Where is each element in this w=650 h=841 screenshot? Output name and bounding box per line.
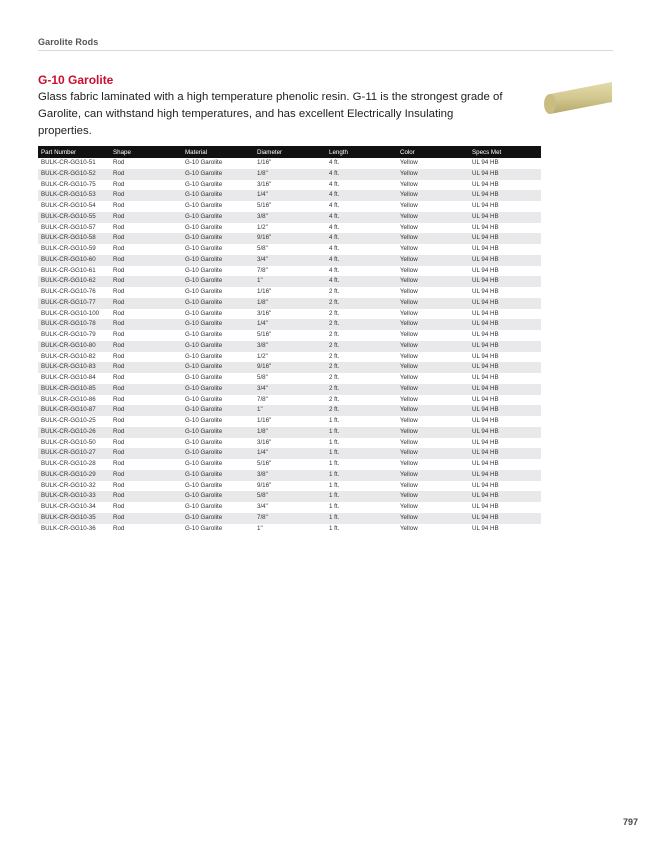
color-cell: Yellow <box>400 374 418 381</box>
specs-met-cell: UL 94 HB <box>472 288 499 295</box>
table-row <box>38 524 541 535</box>
color-cell: Yellow <box>400 202 418 209</box>
material-cell: G-10 Garolite <box>182 448 254 459</box>
column-header-material: Material <box>182 146 254 158</box>
part-number-cell: BULK-CR-GG10-36 <box>41 524 96 532</box>
table-row <box>38 481 541 492</box>
material-cell: G-10 Garolite <box>185 395 223 403</box>
length-cell: 4 ft. <box>326 212 397 223</box>
column-header-part-number: Part Number <box>38 146 110 158</box>
shape-cell: Rod <box>110 341 182 352</box>
shape-cell: Rod <box>113 481 125 489</box>
part-number-cell: BULK-CR-GG10-52 <box>38 169 110 180</box>
length-cell: 2 ft. <box>329 374 340 381</box>
length-cell: 4 ft. <box>329 245 340 252</box>
table-row <box>38 427 541 438</box>
specs-met-cell: UL 94 HB <box>469 190 541 201</box>
length-cell: 2 ft. <box>326 362 397 373</box>
shape-cell: Rod <box>113 438 125 446</box>
length-cell: 2 ft. <box>329 331 340 338</box>
material-cell: G-10 Garolite <box>185 180 223 188</box>
color-cell: Yellow <box>400 481 418 489</box>
part-number-cell: BULK-CR-GG10-51 <box>41 159 96 166</box>
table-row <box>38 169 541 180</box>
table-row <box>38 384 541 395</box>
part-number-cell: BULK-CR-GG10-54 <box>41 202 96 209</box>
material-cell: G-10 Garolite <box>182 362 254 373</box>
part-number-cell: BULK-CR-GG10-35 <box>38 513 110 524</box>
part-number-cell: BULK-CR-GG10-26 <box>38 427 110 438</box>
table-row <box>38 491 541 502</box>
color-cell: Yellow <box>397 190 469 201</box>
table-row <box>38 502 541 513</box>
specs-met-cell: UL 94 HB <box>469 298 541 309</box>
length-cell: 4 ft. <box>326 190 397 201</box>
shape-cell: Rod <box>113 245 125 252</box>
color-cell: Yellow <box>400 309 418 317</box>
shape-cell: Rod <box>113 202 125 209</box>
length-cell: 4 ft. <box>329 223 340 231</box>
length-cell: 1 ft. <box>329 503 340 510</box>
table-row <box>38 416 541 427</box>
column-header-shape: Shape <box>110 146 182 158</box>
diameter-cell: 1/8" <box>254 298 326 309</box>
color-cell: Yellow <box>400 352 418 360</box>
product-description: Glass fabric laminated with a high temperature phenolic resin. G-11 is the strongest grade of Garolite, can withstand high temperatures, and has excellent Electrically Insulating properties. <box>38 91 503 137</box>
specs-met-cell: UL 94 HB <box>469 427 541 438</box>
diameter-cell: 3/16" <box>257 309 272 317</box>
part-number-cell: BULK-CR-GG10-86 <box>41 395 96 403</box>
part-number-cell: BULK-CR-GG10-82 <box>41 352 96 360</box>
color-cell: Yellow <box>397 255 469 266</box>
material-cell: G-10 Garolite <box>185 481 223 489</box>
shape-cell: Rod <box>110 190 182 201</box>
shape-cell: Rod <box>113 352 125 360</box>
shape-cell: Rod <box>110 255 182 266</box>
material-cell: G-10 Garolite <box>185 288 223 295</box>
diameter-cell: 3/16" <box>257 180 272 188</box>
material-cell: G-10 Garolite <box>185 331 223 338</box>
material-cell: G-10 Garolite <box>182 212 254 223</box>
specs-met-cell: UL 94 HB <box>469 491 541 502</box>
table-row <box>38 330 541 341</box>
diameter-cell: 1/2" <box>257 223 268 231</box>
diameter-cell: 9/16" <box>254 233 326 244</box>
length-cell: 2 ft. <box>326 405 397 416</box>
table-row <box>38 276 541 287</box>
specs-met-cell: UL 94 HB <box>469 319 541 330</box>
page-number: 797 <box>622 817 638 827</box>
color-cell: Yellow <box>400 223 418 231</box>
table-row <box>38 448 541 459</box>
length-cell: 1 ft. <box>326 448 397 459</box>
table-row <box>38 287 541 298</box>
table-row <box>38 298 541 309</box>
part-number-cell: BULK-CR-GG10-34 <box>41 503 96 510</box>
material-cell: G-10 Garolite <box>182 319 254 330</box>
length-cell: 4 ft. <box>329 202 340 209</box>
color-cell: Yellow <box>397 384 469 395</box>
diameter-cell: 5/16" <box>257 331 272 338</box>
material-cell: G-10 Garolite <box>185 223 223 231</box>
diameter-cell: 7/8" <box>257 266 268 274</box>
table-body <box>38 158 541 534</box>
shape-cell: Rod <box>110 427 182 438</box>
diameter-cell: 1/8" <box>254 427 326 438</box>
specs-met-cell: UL 94 HB <box>472 245 499 252</box>
material-cell: G-10 Garolite <box>182 384 254 395</box>
length-cell: 2 ft. <box>326 341 397 352</box>
part-number-cell: BULK-CR-GG10-58 <box>38 233 110 244</box>
shape-cell: Rod <box>110 491 182 502</box>
rod-product-image <box>542 80 614 116</box>
length-cell: 4 ft. <box>326 276 397 287</box>
shape-cell: Rod <box>113 503 125 510</box>
shape-cell: Rod <box>113 266 125 274</box>
material-cell: G-10 Garolite <box>182 233 254 244</box>
part-number-cell: BULK-CR-GG10-83 <box>38 362 110 373</box>
color-cell: Yellow <box>397 341 469 352</box>
shape-cell: Rod <box>110 513 182 524</box>
specs-met-cell: UL 94 HB <box>472 395 499 403</box>
length-cell: 4 ft. <box>329 159 340 166</box>
table-row <box>38 513 541 524</box>
length-cell: 1 ft. <box>326 470 397 481</box>
color-cell: Yellow <box>397 470 469 481</box>
shape-cell: Rod <box>113 395 125 403</box>
shape-cell: Rod <box>113 309 125 317</box>
specs-met-cell: UL 94 HB <box>469 362 541 373</box>
part-number-cell: BULK-CR-GG10-33 <box>38 491 110 502</box>
color-cell: Yellow <box>397 298 469 309</box>
shape-cell: Rod <box>113 180 125 188</box>
diameter-cell: 3/4" <box>254 384 326 395</box>
diameter-cell: 5/8" <box>257 374 268 381</box>
table-row <box>38 373 541 384</box>
color-cell: Yellow <box>400 331 418 338</box>
color-cell: Yellow <box>397 513 469 524</box>
color-cell: Yellow <box>400 460 418 467</box>
specs-met-cell: UL 94 HB <box>472 266 499 274</box>
length-cell: 4 ft. <box>329 180 340 188</box>
length-cell: 1 ft. <box>329 460 340 467</box>
part-number-cell: BULK-CR-GG10-78 <box>38 319 110 330</box>
diameter-cell: 1/4" <box>254 190 326 201</box>
specs-met-cell: UL 94 HB <box>469 169 541 180</box>
shape-cell: Rod <box>110 212 182 223</box>
diameter-cell: 3/8" <box>254 341 326 352</box>
part-number-cell: BULK-CR-GG10-28 <box>41 460 96 467</box>
color-cell: Yellow <box>397 427 469 438</box>
material-cell: G-10 Garolite <box>185 309 223 317</box>
part-number-cell: BULK-CR-GG10-85 <box>38 384 110 395</box>
color-cell: Yellow <box>400 159 418 166</box>
material-cell: G-10 Garolite <box>185 438 223 446</box>
length-cell: 1 ft. <box>329 524 340 532</box>
diameter-cell: 1/16" <box>257 417 272 424</box>
table-row <box>38 244 541 255</box>
diameter-cell: 1/4" <box>254 319 326 330</box>
material-cell: G-10 Garolite <box>185 503 223 510</box>
length-cell: 1 ft. <box>326 427 397 438</box>
column-header-diameter: Diameter <box>254 146 326 158</box>
diameter-cell: 1" <box>254 276 326 287</box>
specs-met-cell: UL 94 HB <box>469 233 541 244</box>
specs-met-cell: UL 94 HB <box>472 223 499 231</box>
material-cell: G-10 Garolite <box>185 202 223 209</box>
color-cell: Yellow <box>397 405 469 416</box>
length-cell: 1 ft. <box>326 491 397 502</box>
table-row <box>38 190 541 201</box>
specs-met-cell: UL 94 HB <box>472 524 499 532</box>
part-number-cell: BULK-CR-GG10-62 <box>38 276 110 287</box>
shape-cell: Rod <box>110 448 182 459</box>
color-cell: Yellow <box>400 266 418 274</box>
diameter-cell: 1" <box>257 524 263 532</box>
table-row <box>38 459 541 470</box>
part-number-cell: BULK-CR-GG10-75 <box>41 180 96 188</box>
length-cell: 2 ft. <box>329 352 340 360</box>
part-number-cell: BULK-CR-GG10-55 <box>38 212 110 223</box>
length-cell: 2 ft. <box>326 319 397 330</box>
shape-cell: Rod <box>110 169 182 180</box>
material-cell: G-10 Garolite <box>185 524 223 532</box>
specs-met-cell: UL 94 HB <box>469 212 541 223</box>
specs-met-cell: UL 94 HB <box>472 331 499 338</box>
diameter-cell: 1" <box>254 405 326 416</box>
part-number-cell: BULK-CR-GG10-61 <box>41 266 96 274</box>
material-cell: G-10 Garolite <box>185 245 223 252</box>
length-cell: 2 ft. <box>326 384 397 395</box>
material-cell: G-10 Garolite <box>182 276 254 287</box>
part-number-cell: BULK-CR-GG10-77 <box>38 298 110 309</box>
material-cell: G-10 Garolite <box>182 298 254 309</box>
color-cell: Yellow <box>397 491 469 502</box>
material-cell: G-10 Garolite <box>185 159 223 166</box>
shape-cell: Rod <box>110 233 182 244</box>
diameter-cell: 5/16" <box>257 202 272 209</box>
product-title: G-10 Garolite <box>38 73 114 87</box>
shape-cell: Rod <box>113 331 125 338</box>
length-cell: 1 ft. <box>329 417 340 424</box>
part-number-cell: BULK-CR-GG10-60 <box>38 255 110 266</box>
shape-cell: Rod <box>113 288 125 295</box>
product-spec-table <box>38 146 541 534</box>
diameter-cell: 7/8" <box>257 395 268 403</box>
material-cell: G-10 Garolite <box>182 341 254 352</box>
specs-met-cell: UL 94 HB <box>469 470 541 481</box>
table-row <box>38 309 541 320</box>
material-cell: G-10 Garolite <box>182 190 254 201</box>
table-row <box>38 438 541 449</box>
specs-met-cell: UL 94 HB <box>469 384 541 395</box>
table-row <box>38 255 541 266</box>
diameter-cell: 5/16" <box>257 460 272 467</box>
table-row <box>38 405 541 416</box>
length-cell: 4 ft. <box>326 233 397 244</box>
shape-cell: Rod <box>110 362 182 373</box>
material-cell: G-10 Garolite <box>182 491 254 502</box>
specs-met-cell: UL 94 HB <box>472 438 499 446</box>
diameter-cell: 1/16" <box>257 159 272 166</box>
part-number-cell: BULK-CR-GG10-25 <box>41 417 96 424</box>
shape-cell: Rod <box>110 470 182 481</box>
table-row <box>38 201 541 212</box>
diameter-cell: 5/8" <box>257 245 268 252</box>
table-header-row <box>38 146 541 158</box>
table-row <box>38 180 541 191</box>
length-cell: 2 ft. <box>329 395 340 403</box>
table-row <box>38 266 541 277</box>
specs-met-cell: UL 94 HB <box>472 352 499 360</box>
diameter-cell: 5/8" <box>254 491 326 502</box>
column-header-length: Length <box>326 146 397 158</box>
specs-met-cell: UL 94 HB <box>469 448 541 459</box>
table-row <box>38 341 541 352</box>
color-cell: Yellow <box>400 438 418 446</box>
specs-met-cell: UL 94 HB <box>469 255 541 266</box>
part-number-cell: BULK-CR-GG10-57 <box>41 223 96 231</box>
diameter-cell: 3/8" <box>254 212 326 223</box>
part-number-cell: BULK-CR-GG10-50 <box>41 438 96 446</box>
length-cell: 2 ft. <box>329 309 340 317</box>
part-number-cell: BULK-CR-GG10-100 <box>41 309 100 317</box>
diameter-cell: 9/16" <box>254 362 326 373</box>
length-cell: 1 ft. <box>329 481 340 489</box>
color-cell: Yellow <box>400 503 418 510</box>
diameter-cell: 3/4" <box>257 503 268 510</box>
diameter-cell: 1/8" <box>254 169 326 180</box>
shape-cell: Rod <box>110 384 182 395</box>
color-cell: Yellow <box>397 212 469 223</box>
part-number-cell: BULK-CR-GG10-59 <box>41 245 96 252</box>
specs-met-cell: UL 94 HB <box>472 159 499 166</box>
material-cell: G-10 Garolite <box>182 470 254 481</box>
header-divider <box>38 50 613 51</box>
shape-cell: Rod <box>110 298 182 309</box>
column-header-color: Color <box>397 146 469 158</box>
diameter-cell: 9/16" <box>257 481 272 489</box>
part-number-cell: BULK-CR-GG10-76 <box>41 288 96 295</box>
color-cell: Yellow <box>400 417 418 424</box>
table-row <box>38 470 541 481</box>
shape-cell: Rod <box>113 374 125 381</box>
material-cell: G-10 Garolite <box>185 460 223 467</box>
diameter-cell: 1/16" <box>257 288 272 295</box>
material-cell: G-10 Garolite <box>182 513 254 524</box>
table-row <box>38 352 541 363</box>
shape-cell: Rod <box>113 460 125 467</box>
diameter-cell: 1/4" <box>254 448 326 459</box>
specs-met-cell: UL 94 HB <box>472 309 499 317</box>
shape-cell: Rod <box>113 524 125 532</box>
length-cell: 4 ft. <box>329 266 340 274</box>
specs-met-cell: UL 94 HB <box>472 417 499 424</box>
section-title: Garolite Rods <box>38 37 99 47</box>
length-cell: 1 ft. <box>326 513 397 524</box>
material-cell: G-10 Garolite <box>185 352 223 360</box>
shape-cell: Rod <box>110 405 182 416</box>
material-cell: G-10 Garolite <box>185 266 223 274</box>
length-cell: 4 ft. <box>326 169 397 180</box>
material-cell: G-10 Garolite <box>185 374 223 381</box>
specs-met-cell: UL 94 HB <box>469 276 541 287</box>
color-cell: Yellow <box>397 448 469 459</box>
specs-met-cell: UL 94 HB <box>472 460 499 467</box>
shape-cell: Rod <box>110 276 182 287</box>
diameter-cell: 3/4" <box>254 255 326 266</box>
material-cell: G-10 Garolite <box>182 405 254 416</box>
color-cell: Yellow <box>400 180 418 188</box>
color-cell: Yellow <box>397 233 469 244</box>
shape-cell: Rod <box>113 417 125 424</box>
shape-cell: Rod <box>113 223 125 231</box>
material-cell: G-10 Garolite <box>182 427 254 438</box>
part-number-cell: BULK-CR-GG10-29 <box>38 470 110 481</box>
color-cell: Yellow <box>397 362 469 373</box>
specs-met-cell: UL 94 HB <box>472 202 499 209</box>
part-number-cell: BULK-CR-GG10-27 <box>38 448 110 459</box>
diameter-cell: 1/2" <box>257 352 268 360</box>
column-header-specs-met: Specs Met <box>469 146 541 158</box>
shape-cell: Rod <box>110 319 182 330</box>
color-cell: Yellow <box>400 288 418 295</box>
specs-met-cell: UL 94 HB <box>472 180 499 188</box>
color-cell: Yellow <box>400 245 418 252</box>
table-row <box>38 395 541 406</box>
color-cell: Yellow <box>400 524 418 532</box>
table-row <box>38 362 541 373</box>
length-cell: 2 ft. <box>329 288 340 295</box>
part-number-cell: BULK-CR-GG10-84 <box>41 374 96 381</box>
material-cell: G-10 Garolite <box>182 169 254 180</box>
part-number-cell: BULK-CR-GG10-32 <box>41 481 96 489</box>
color-cell: Yellow <box>400 395 418 403</box>
specs-met-cell: UL 94 HB <box>469 513 541 524</box>
specs-met-cell: UL 94 HB <box>472 503 499 510</box>
diameter-cell: 7/8" <box>254 513 326 524</box>
table-row <box>38 319 541 330</box>
length-cell: 2 ft. <box>326 298 397 309</box>
table-row <box>38 212 541 223</box>
part-number-cell: BULK-CR-GG10-79 <box>41 331 96 338</box>
specs-met-cell: UL 94 HB <box>472 481 499 489</box>
part-number-cell: BULK-CR-GG10-80 <box>38 341 110 352</box>
rod-end-face <box>544 94 556 114</box>
shape-cell: Rod <box>113 159 125 166</box>
part-number-cell: BULK-CR-GG10-53 <box>38 190 110 201</box>
specs-met-cell: UL 94 HB <box>469 341 541 352</box>
color-cell: Yellow <box>397 276 469 287</box>
material-cell: G-10 Garolite <box>182 255 254 266</box>
length-cell: 4 ft. <box>326 255 397 266</box>
table-row <box>38 158 541 169</box>
material-cell: G-10 Garolite <box>185 417 223 424</box>
part-number-cell: BULK-CR-GG10-87 <box>38 405 110 416</box>
color-cell: Yellow <box>397 319 469 330</box>
table-row <box>38 233 541 244</box>
specs-met-cell: UL 94 HB <box>469 405 541 416</box>
diameter-cell: 3/16" <box>257 438 272 446</box>
specs-met-cell: UL 94 HB <box>472 374 499 381</box>
diameter-cell: 3/8" <box>254 470 326 481</box>
color-cell: Yellow <box>397 169 469 180</box>
length-cell: 1 ft. <box>329 438 340 446</box>
table-row <box>38 223 541 234</box>
